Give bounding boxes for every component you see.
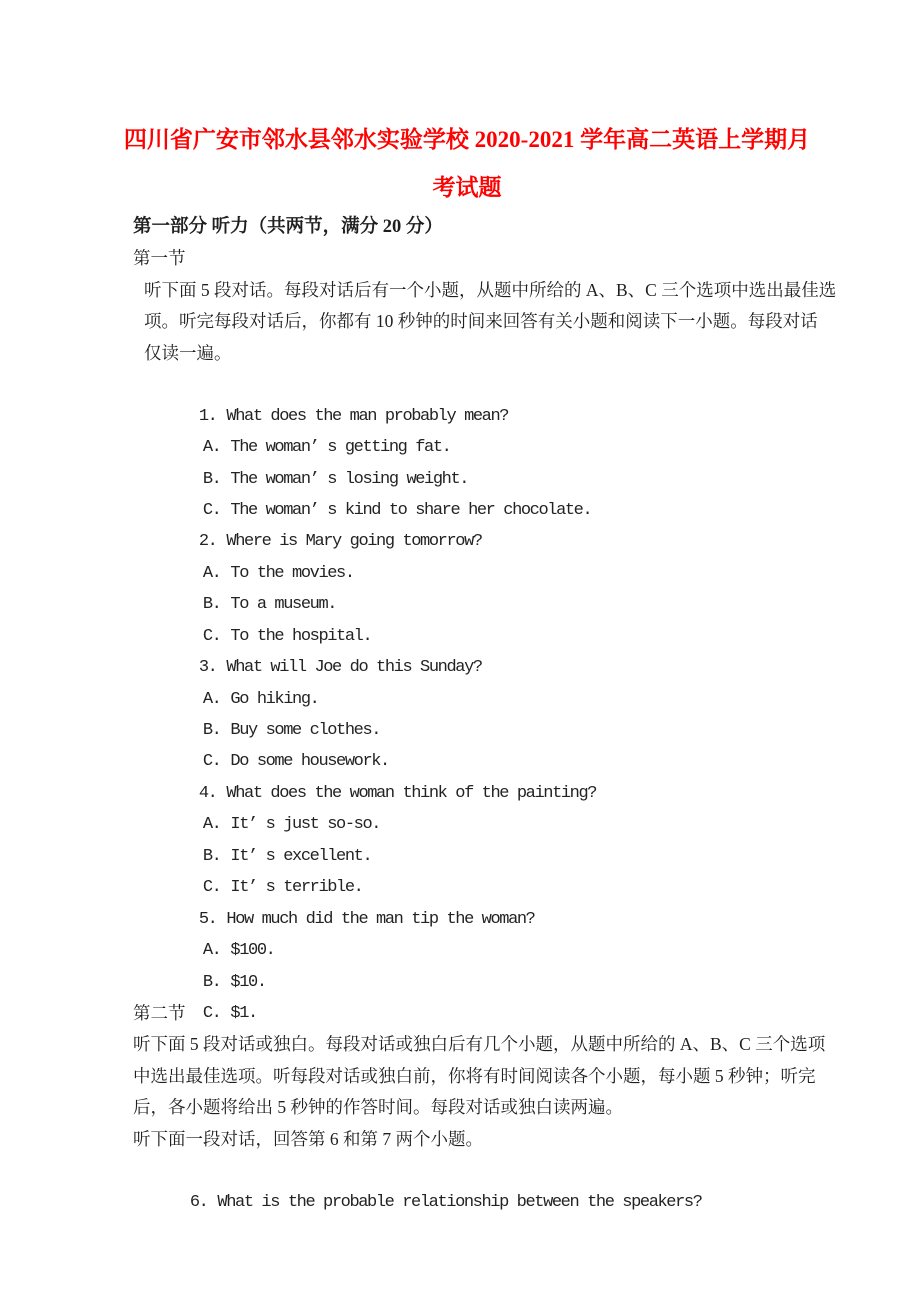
option-label: A. bbox=[202, 563, 221, 583]
title-line-1: 四川省广安市邻水县邻水实验学校 2020-2021 学年高二英语上学期月 bbox=[123, 127, 811, 152]
question-text: What does the woman think of the painting? bbox=[226, 783, 597, 803]
part1-heading: 第一部分 听力（共两节，满分 20 分） bbox=[133, 217, 443, 237]
option-text: Go hiking. bbox=[230, 689, 319, 709]
option-label: B. bbox=[202, 595, 221, 615]
option-label: C. bbox=[202, 626, 221, 646]
option-label: C. bbox=[202, 752, 221, 772]
section2-label: 第二节 bbox=[133, 1002, 186, 1023]
option-label: B. bbox=[202, 972, 221, 992]
option-label: C. bbox=[202, 500, 221, 520]
option-label: A. bbox=[202, 438, 221, 458]
section2-instruction-line: 后，各小题将给出 5 秒钟的作答时间。每段对话或独白读两遍。 bbox=[133, 1097, 623, 1118]
question-text: How much did the man tip the woman? bbox=[226, 909, 535, 929]
question-number: 3. bbox=[198, 658, 217, 678]
question-text: Where is Mary going tomorrow? bbox=[226, 532, 482, 552]
question-number: 1. bbox=[198, 406, 217, 426]
option-text: $10. bbox=[230, 972, 266, 992]
option-label: B. bbox=[202, 846, 221, 866]
option-text: Buy some clothes. bbox=[230, 721, 381, 741]
option-text: Do some housework. bbox=[230, 752, 389, 772]
document-body bbox=[133, 212, 837, 1212]
question-number: 4. bbox=[198, 783, 217, 803]
option-text: To the movies. bbox=[230, 563, 354, 583]
question-text: What is the probable relationship between the speakers? bbox=[217, 1192, 702, 1212]
section1-instruction-line: 听下面 5 段对话。每段对话后有一个小题，从题中所给的 A、B、C 三个选项中选出最佳选 bbox=[144, 279, 837, 300]
option-text: The woman’ s kind to share her chocolate. bbox=[230, 500, 592, 520]
option-label: C. bbox=[202, 1003, 221, 1023]
question-number: 2. bbox=[198, 532, 217, 552]
option-text: The woman’ s getting fat. bbox=[230, 438, 451, 458]
option-label: C. bbox=[202, 878, 221, 898]
option-text: It’ s excellent. bbox=[230, 846, 372, 866]
option-label: A. bbox=[202, 689, 221, 709]
option-label: B. bbox=[202, 469, 221, 489]
section2-lead-in: 听下面一段对话，回答第 6 和第 7 两个小题。 bbox=[133, 1128, 483, 1149]
option-text: The woman’ s losing weight. bbox=[230, 469, 469, 489]
document-title bbox=[117, 116, 817, 212]
question-text: What does the man probably mean? bbox=[226, 406, 509, 426]
option-text: $100. bbox=[230, 941, 275, 961]
question-number: 6. bbox=[189, 1192, 208, 1212]
question-text: What will Joe do this Sunday? bbox=[226, 658, 482, 678]
question-row-6 bbox=[133, 1155, 817, 1212]
title-line-2: 考试题 bbox=[432, 175, 502, 200]
option-text: To a museum. bbox=[230, 595, 337, 615]
section1-instruction-line: 仅读一遍。 bbox=[144, 342, 232, 363]
option-label: A. bbox=[202, 815, 221, 835]
option-text: It’ s terrible. bbox=[230, 878, 363, 898]
question-number: 5. bbox=[198, 909, 217, 929]
option-label: A. bbox=[202, 941, 221, 961]
question-row-1 bbox=[133, 369, 817, 426]
option-label: B. bbox=[202, 721, 221, 741]
section2-instruction-line: 中选出最佳选项。听每段对话或独白前，你将有时间阅读各个小题，每小题 5 秒钟；听完 bbox=[133, 1065, 816, 1086]
section2-instruction-line: 听下面 5 段对话或独白。每段对话或独白后有几个小题，从题中所给的 A、B、C 三个选项 bbox=[133, 1034, 826, 1055]
section1-label: 第一节 bbox=[133, 248, 186, 269]
section1-instruction-line: 项。听完每段对话后，你都有 10 秒钟的时间来回答有关小题和阅读下一小题。每段对话 bbox=[144, 311, 818, 332]
option-text: It’ s just so-so. bbox=[230, 815, 381, 835]
option-text: $1. bbox=[230, 1003, 257, 1023]
option-text: To the hospital. bbox=[230, 626, 372, 646]
